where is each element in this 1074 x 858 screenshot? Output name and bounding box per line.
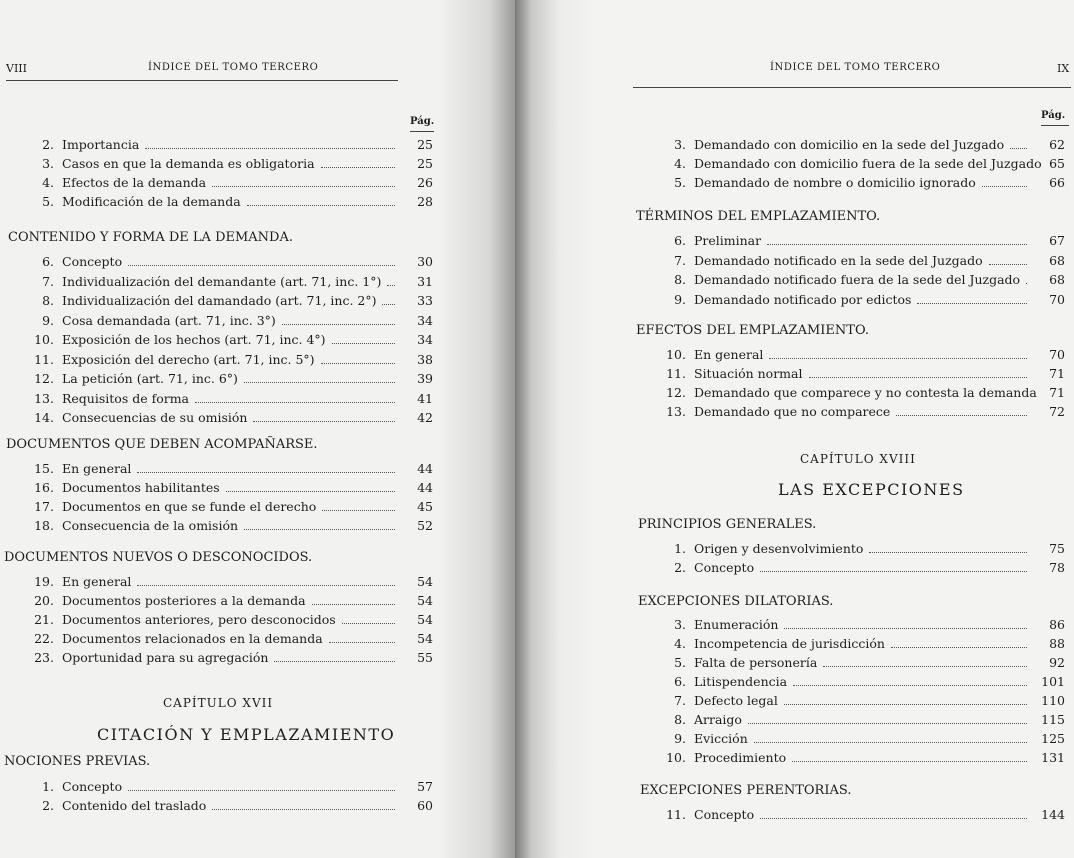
- entry-title: Evicción: [694, 731, 748, 746]
- entry-title: Concepto: [694, 560, 755, 575]
- section-heading: CONTENIDO Y FORMA DE LA DEMANDA.: [8, 230, 294, 245]
- header-rule: [6, 80, 398, 81]
- entry-title: Concepto: [694, 807, 755, 822]
- entry-title: Demandado que no comparece: [694, 404, 891, 419]
- leader-dots: [917, 291, 1027, 304]
- toc-entry: [34, 390, 433, 408]
- leader-dots: [823, 654, 1027, 667]
- entry-page: 71: [1049, 366, 1065, 381]
- toc-entry: [34, 370, 433, 388]
- toc-entry: [674, 635, 1065, 653]
- section-heading: DOCUMENTOS QUE DEBEN ACOMPAÑARSE.: [6, 437, 318, 452]
- chapter-label: CAPÍTULO XVIII: [800, 452, 916, 466]
- entry-title: Documentos en que se funde el derecho: [62, 499, 317, 514]
- entry-title: Documentos anteriores, pero desconocidos: [62, 612, 336, 627]
- entry-title: Demandado que comparece y no contesta la demanda: [694, 385, 1037, 400]
- entry-number: 15.: [34, 461, 54, 476]
- leader-dots: [212, 797, 395, 810]
- entry-page: 68: [1049, 252, 1065, 268]
- entry-number: 17.: [34, 499, 54, 514]
- leader-dots: [891, 635, 1027, 648]
- toc-entry: [42, 155, 433, 173]
- leader-dots: [128, 253, 395, 266]
- toc-entry: [34, 479, 433, 497]
- toc-entry: [674, 654, 1065, 672]
- entry-number: 4.: [674, 156, 686, 171]
- entry-number: 10.: [666, 347, 686, 362]
- leader-dots: [244, 370, 395, 383]
- entry-page: 55: [417, 650, 433, 665]
- toc-entry: [674, 540, 1065, 558]
- entry-page: 75: [1049, 541, 1065, 556]
- entry-number: 8.: [674, 712, 686, 727]
- entry-page: 101: [1041, 674, 1065, 689]
- entry-number: 4.: [42, 175, 54, 190]
- toc-entry: [34, 498, 433, 516]
- running-header: ÍNDICE DEL TOMO TERCERO: [770, 62, 941, 73]
- toc-entry: [666, 384, 1065, 402]
- leader-dots: [145, 136, 395, 149]
- toc-entry: [674, 692, 1065, 710]
- leader-dots: [793, 673, 1027, 686]
- toc-entry: [666, 403, 1065, 421]
- toc-entry: [674, 136, 1065, 154]
- entry-page: 54: [417, 574, 433, 589]
- entry-number: 3.: [674, 617, 686, 632]
- toc-entry: [666, 749, 1065, 767]
- pag-rule: [410, 131, 434, 132]
- entry-title: Demandado con domicilio fuera de la sede del Juzgado: [694, 156, 1042, 171]
- entry-title: Individualización del damandado (art. 71, inc. 2°): [62, 293, 377, 308]
- chapter-title: CITACIÓN Y EMPLAZAMIENTO: [97, 725, 396, 744]
- leader-dots: [195, 390, 395, 403]
- leader-dots: [784, 616, 1027, 629]
- entry-number: 8.: [674, 272, 686, 287]
- entry-number: 19.: [34, 574, 54, 589]
- toc-entry: [34, 351, 433, 369]
- toc-entry: [42, 797, 433, 815]
- leader-dots: [312, 592, 395, 605]
- entry-title: Demandado notificado por edictos: [694, 291, 912, 307]
- leader-dots: [784, 692, 1027, 705]
- entry-number: 16.: [34, 480, 54, 495]
- leader-dots: [321, 351, 395, 364]
- toc-entry: [674, 174, 1065, 192]
- chapter-label: CAPÍTULO XVII: [163, 696, 274, 710]
- entry-title: Procedimiento: [694, 750, 787, 765]
- entry-number: 4.: [674, 636, 686, 651]
- toc-entry: [34, 517, 433, 535]
- leader-dots: [382, 292, 395, 305]
- entry-title: Incompetencia de jurisdicción: [694, 636, 885, 651]
- entry-number: 2.: [674, 560, 686, 575]
- entry-number: 18.: [34, 518, 54, 533]
- leader-dots: [282, 312, 395, 325]
- leader-dots: [128, 778, 395, 791]
- entry-title: En general: [62, 461, 132, 476]
- page-number: VIII: [6, 62, 27, 75]
- entry-title: En general: [694, 347, 764, 362]
- entry-page: 31: [417, 273, 433, 289]
- toc-entry: [34, 592, 433, 610]
- entry-page: 131: [1041, 750, 1065, 765]
- entry-number: 23.: [34, 650, 54, 665]
- entry-page: 33: [417, 293, 433, 308]
- entry-number: 10.: [666, 750, 686, 765]
- leader-dots: [321, 155, 395, 168]
- section-heading: DOCUMENTOS NUEVOS O DESCONOCIDOS.: [4, 550, 313, 565]
- entry-title: Demandado con domicilio en la sede del Juzgado: [694, 137, 1005, 152]
- toc-entry: [42, 136, 433, 154]
- entry-page: 54: [417, 612, 433, 627]
- entry-title: Concepto: [62, 779, 123, 794]
- entry-number: 9.: [674, 291, 686, 307]
- entry-title: Modificación de la demanda: [62, 194, 241, 209]
- left-page: [0, 0, 515, 858]
- toc-entry: [34, 409, 433, 427]
- section-heading: EXCEPCIONES PERENTORIAS.: [640, 783, 852, 798]
- toc-entry: [674, 232, 1065, 250]
- entry-number: 6.: [674, 233, 686, 248]
- toc-entry: [674, 291, 1065, 309]
- entry-title: Arraigo: [694, 712, 742, 727]
- entry-page: 42: [417, 410, 433, 425]
- entry-page: 115: [1041, 712, 1065, 727]
- toc-entry: [666, 346, 1065, 364]
- entry-title: Defecto legal: [694, 693, 778, 708]
- toc-entry: [42, 292, 433, 310]
- leader-dots: [760, 559, 1027, 572]
- section-heading: EFECTOS DEL EMPLAZAMIENTO.: [636, 323, 869, 338]
- entry-number: 22.: [34, 631, 54, 646]
- entry-title: Preliminar: [694, 233, 762, 248]
- entry-title: Importancia: [62, 137, 140, 152]
- leader-dots: [869, 540, 1027, 553]
- entry-title: Documentos relacionados en la demanda: [62, 631, 323, 646]
- toc-entry: [42, 174, 433, 192]
- entry-page: 34: [417, 312, 433, 328]
- entry-title: Falta de personería: [694, 655, 818, 670]
- leader-dots: [896, 403, 1027, 416]
- entry-page: 144: [1041, 807, 1065, 822]
- entry-number: 11.: [666, 366, 686, 381]
- leader-dots: [342, 611, 395, 624]
- entry-page: 110: [1041, 693, 1065, 708]
- entry-title: Documentos posteriores a la demanda: [62, 593, 306, 608]
- entry-number: 1.: [674, 541, 686, 556]
- leader-dots: [226, 479, 395, 492]
- leader-dots: [982, 174, 1027, 187]
- entry-title: Individualización del demandante (art. 71, inc. 1°): [62, 273, 382, 289]
- entry-number: 11.: [666, 807, 686, 822]
- entry-page: 30: [417, 254, 433, 269]
- entry-number: 7.: [42, 273, 54, 289]
- entry-page: 72: [1049, 404, 1065, 419]
- leader-dots: [754, 730, 1027, 743]
- entry-number: 7.: [674, 693, 686, 708]
- pag-label: Pág.: [410, 116, 435, 127]
- entry-number: 9.: [674, 731, 686, 746]
- right-page: [515, 0, 1074, 858]
- entry-title: Demandado notificado en la sede del Juzgado: [694, 252, 983, 268]
- entry-title: Exposición del derecho (art. 71, inc. 5°): [62, 351, 315, 367]
- toc-entry: [674, 673, 1065, 691]
- leader-dots: [1026, 271, 1027, 284]
- entry-number: 9.: [42, 312, 54, 328]
- toc-entry: [674, 559, 1065, 577]
- toc-entry: [674, 616, 1065, 634]
- leader-dots: [247, 193, 395, 206]
- entry-number: 13.: [666, 404, 686, 419]
- leader-dots: [760, 806, 1027, 819]
- entry-number: 11.: [34, 351, 54, 367]
- entry-number: 20.: [34, 593, 54, 608]
- entry-page: 92: [1049, 655, 1065, 670]
- entry-page: 38: [417, 351, 433, 367]
- entry-page: 70: [1049, 347, 1065, 362]
- entry-number: 2.: [42, 798, 54, 813]
- entry-page: 41: [417, 390, 433, 406]
- toc-entry: [34, 611, 433, 629]
- entry-page: 68: [1049, 272, 1065, 287]
- entry-number: 5.: [674, 655, 686, 670]
- section-heading: TÉRMINOS DEL EMPLAZAMIENTO.: [636, 209, 881, 224]
- leader-dots: [244, 517, 395, 530]
- entry-page: 67: [1049, 233, 1065, 248]
- leader-dots: [274, 649, 395, 662]
- entry-title: Litispendencia: [694, 674, 788, 689]
- entry-number: 8.: [42, 293, 54, 308]
- toc-entry: [666, 365, 1065, 383]
- entry-page: 54: [417, 631, 433, 646]
- header-rule: [633, 87, 1071, 88]
- leader-dots: [137, 573, 395, 586]
- leader-dots: [989, 252, 1027, 265]
- leader-dots: [792, 749, 1027, 762]
- entry-page: 88: [1049, 636, 1065, 651]
- toc-entry: [34, 460, 433, 478]
- entry-title: Demandado notificado fuera de la sede del Juzgado: [694, 272, 1021, 287]
- chapter-title: LAS EXCEPCIONES: [778, 480, 965, 499]
- entry-number: 13.: [34, 390, 54, 406]
- entry-page: 60: [417, 798, 433, 813]
- entry-number: 14.: [34, 410, 54, 425]
- toc-entry: [674, 252, 1065, 270]
- toc-entry: [34, 649, 433, 667]
- entry-page: 66: [1049, 175, 1065, 190]
- entry-page: 62: [1049, 137, 1065, 152]
- entry-number: 5.: [674, 175, 686, 190]
- leader-dots: [212, 174, 395, 187]
- page-number: IX: [1057, 62, 1070, 75]
- entry-title: Consecuencias de su omisión: [62, 410, 248, 425]
- entry-number: 21.: [34, 612, 54, 627]
- entry-number: 12.: [666, 385, 686, 400]
- toc-entry: [666, 806, 1065, 824]
- entry-title: Exposición de los hechos (art. 71, inc. 4°): [62, 332, 326, 347]
- toc-entry: [674, 730, 1065, 748]
- entry-page: 25: [417, 137, 433, 152]
- toc-entry: [42, 193, 433, 211]
- entry-number: 10.: [34, 332, 54, 347]
- entry-number: 6.: [674, 674, 686, 689]
- toc-entry: [34, 573, 433, 591]
- leader-dots: [332, 331, 395, 344]
- leader-dots: [137, 460, 395, 473]
- entry-number: 1.: [42, 779, 54, 794]
- entry-title: Origen y desenvolvimiento: [694, 541, 864, 556]
- entry-title: Enumeración: [694, 617, 779, 632]
- toc-entry: [42, 273, 433, 291]
- entry-page: 78: [1049, 560, 1065, 575]
- toc-entry: [42, 253, 433, 271]
- toc-entry: [34, 331, 433, 349]
- entry-title: Demandado de nombre o domicilio ignorado: [694, 175, 976, 190]
- entry-page: 44: [417, 461, 433, 476]
- entry-page: 52: [417, 518, 433, 533]
- toc-entry: [674, 711, 1065, 729]
- section-heading: NOCIONES PREVIAS.: [4, 754, 151, 769]
- entry-title: Documentos habilitantes: [62, 480, 220, 495]
- entry-title: Cosa demandada (art. 71, inc. 3°): [62, 312, 276, 328]
- toc-entry: [674, 271, 1065, 289]
- leader-dots: [748, 711, 1027, 724]
- section-heading: PRINCIPIOS GENERALES.: [638, 517, 817, 532]
- entry-number: 12.: [34, 371, 54, 386]
- toc-entry: [42, 312, 433, 330]
- entry-title: Concepto: [62, 254, 123, 269]
- entry-number: 3.: [674, 137, 686, 152]
- entry-title: Efectos de la demanda: [62, 175, 207, 190]
- pag-rule: [1041, 125, 1069, 126]
- entry-title: Requisitos de forma: [62, 390, 190, 406]
- entry-title: Situación normal: [694, 366, 803, 381]
- entry-page: 28: [417, 194, 433, 209]
- entry-page: 25: [417, 156, 433, 171]
- leader-dots: [387, 273, 395, 286]
- section-heading: EXCEPCIONES DILATORIAS.: [638, 594, 834, 609]
- entry-page: 71: [1049, 385, 1065, 400]
- leader-dots: [329, 630, 395, 643]
- leader-dots: [1010, 136, 1027, 149]
- entry-number: 3.: [42, 156, 54, 171]
- entry-page: 26: [417, 175, 433, 190]
- entry-title: Casos en que la demanda es obligatoria: [62, 156, 315, 171]
- toc-entry: [34, 630, 433, 648]
- leader-dots: [809, 365, 1027, 378]
- entry-page: 44: [417, 480, 433, 495]
- entry-title: Contenido del traslado: [62, 798, 207, 813]
- entry-number: 7.: [674, 252, 686, 268]
- entry-page: 70: [1049, 291, 1065, 307]
- leader-dots: [253, 409, 395, 422]
- entry-page: 57: [417, 779, 433, 794]
- entry-page: 65: [1049, 156, 1065, 171]
- toc-entry: [674, 155, 1065, 173]
- running-header: ÍNDICE DEL TOMO TERCERO: [148, 62, 319, 73]
- entry-page: 45: [417, 499, 433, 514]
- entry-page: 34: [417, 332, 433, 347]
- pag-label: Pág.: [1041, 110, 1066, 121]
- entry-page: 86: [1049, 617, 1065, 632]
- entry-title: La petición (art. 71, inc. 6°): [62, 371, 238, 386]
- entry-number: 6.: [42, 254, 54, 269]
- leader-dots: [767, 232, 1027, 245]
- entry-page: 39: [417, 371, 433, 386]
- leader-dots: [769, 346, 1027, 359]
- entry-title: Consecuencia de la omisión: [62, 518, 239, 533]
- leader-dots: [322, 498, 395, 511]
- entry-number: 2.: [42, 137, 54, 152]
- entry-title: Oportunidad para su agregación: [62, 650, 269, 665]
- entry-page: 125: [1041, 731, 1065, 746]
- toc-entry: [42, 778, 433, 796]
- entry-number: 5.: [42, 194, 54, 209]
- entry-title: En general: [62, 574, 132, 589]
- entry-page: 54: [417, 593, 433, 608]
